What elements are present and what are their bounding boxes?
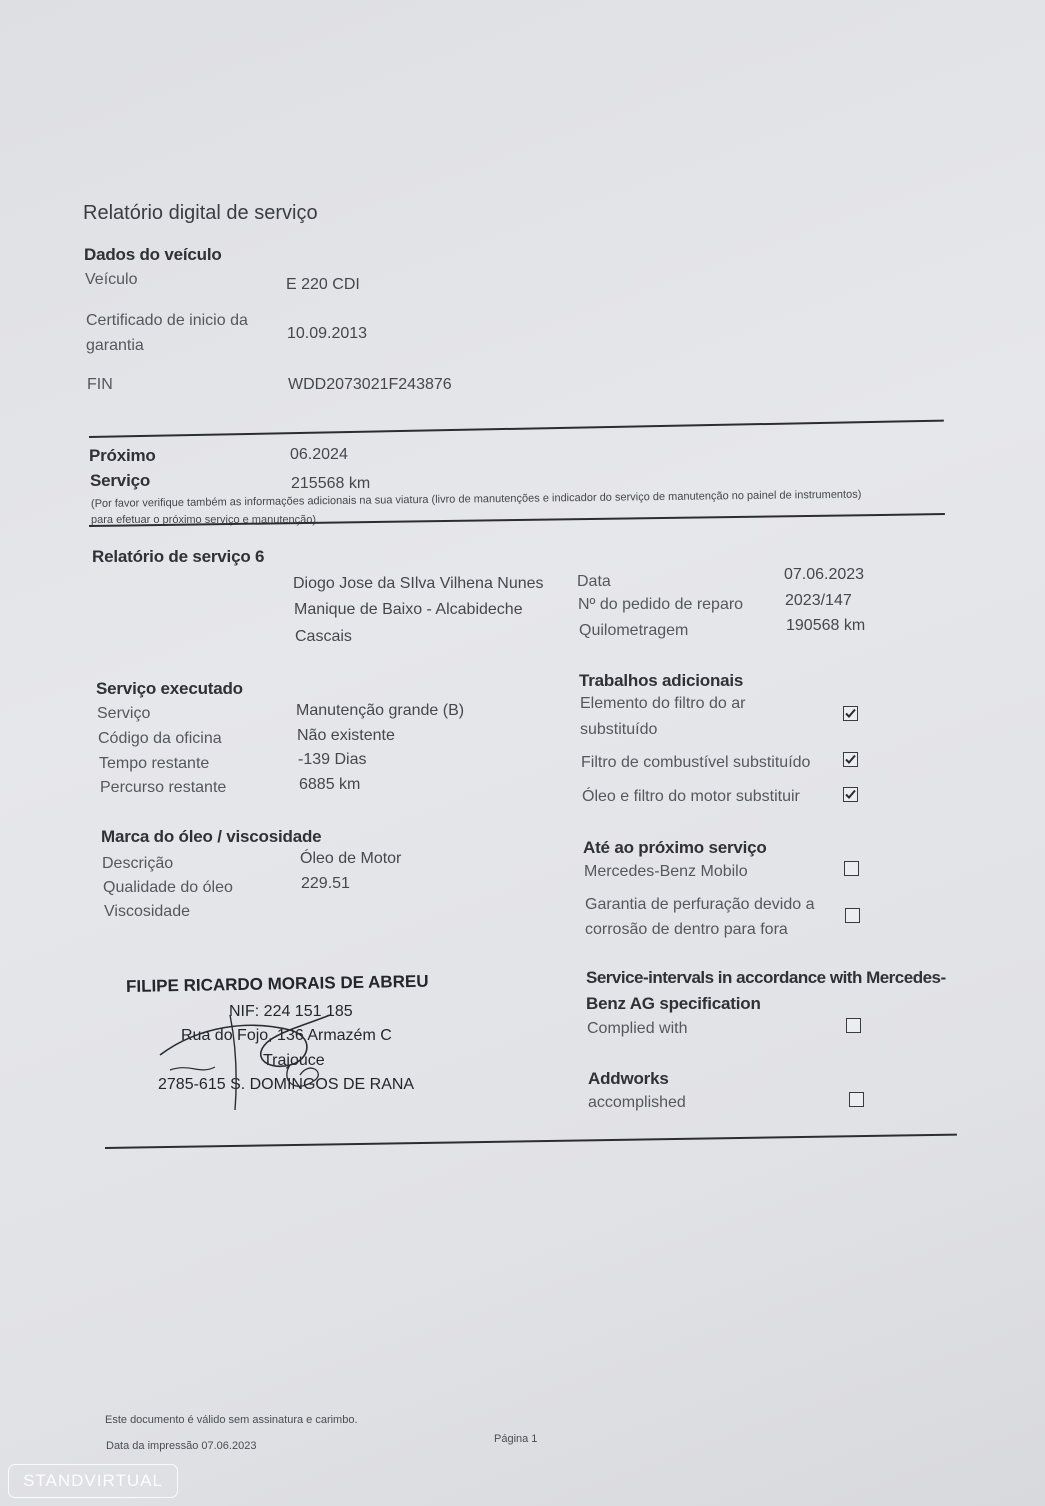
- accomplished-label: accomplished: [588, 1094, 686, 1111]
- complied-checkbox[interactable]: [846, 1018, 861, 1033]
- distance-remaining-value: 6885 km: [299, 776, 361, 793]
- stamp-street: Rua do Fojo, 136 Armazém C: [181, 1027, 392, 1044]
- date-value: 07.06.2023: [784, 566, 865, 583]
- next-service-note-2: para efetuar o próximo serviço e manutenção): [91, 514, 317, 526]
- stamp-company-name: FILIPE RICARDO MORAIS DE ABREU: [125, 971, 429, 996]
- stamp-postal: 2785-615 S. DOMINGOS DE RANA: [158, 1076, 415, 1093]
- time-remaining-value: -139 Dias: [298, 751, 367, 768]
- next-service-label: Próximo: [89, 446, 156, 465]
- addworks-heading: Addworks: [588, 1069, 669, 1088]
- service-label: Serviço: [97, 705, 151, 722]
- additional-item-label: Filtro de combustível substituído: [581, 754, 811, 771]
- customer-address: Manique de Baixo - Alcabideche: [294, 601, 523, 618]
- next-service-note: (Por favor verifique também as informações adicionais na sua viatura (livro de manutenções e indicador do serviço de manutenção no painel de instrumentos): [90, 488, 862, 510]
- oil-filter-checkbox[interactable]: [843, 787, 858, 802]
- warranty-value: 10.09.2013: [287, 325, 368, 342]
- vehicle-heading: Dados do veículo: [84, 245, 222, 264]
- workshop-code-value: Não existente: [297, 727, 395, 744]
- mobilo-label: Mercedes-Benz Mobilo: [584, 863, 748, 880]
- footer-validity: Este documento é válido sem assinatura e carimbo.: [105, 1414, 358, 1426]
- workshop-code-label: Código da oficina: [98, 730, 222, 747]
- page-number: Página 1: [494, 1433, 538, 1445]
- stamp-nif: NIF: 224 151 185: [229, 1003, 353, 1020]
- mileage-value: 190568 km: [786, 617, 866, 634]
- time-remaining-label: Tempo restante: [99, 755, 210, 772]
- service-value: Manutenção grande (B): [296, 702, 465, 719]
- next-service-km: 215568 km: [291, 475, 371, 492]
- oil-quality-label: Qualidade do óleo: [103, 879, 233, 896]
- check-icon: [844, 707, 857, 720]
- mobilo-checkbox[interactable]: [844, 861, 859, 876]
- complied-label: Complied with: [587, 1020, 688, 1037]
- divider: [89, 420, 944, 438]
- oil-description-label: Descrição: [102, 855, 174, 872]
- report-heading: Relatório de serviço 6: [92, 547, 265, 566]
- check-icon: [844, 753, 857, 766]
- accomplished-checkbox[interactable]: [849, 1092, 864, 1107]
- date-label: Data: [577, 573, 611, 590]
- stamp-locality: Trajouce: [263, 1052, 325, 1069]
- intervals-heading: Service-intervals in accordance with Mercedes-: [586, 968, 946, 987]
- oil-quality-value: 229.51: [301, 875, 350, 892]
- watermark-logo: STANDVIRTUAL: [8, 1464, 178, 1498]
- service-heading: Serviço executado: [96, 679, 243, 698]
- additional-item-label-2: substituído: [580, 721, 658, 738]
- distance-remaining-label: Percurso restante: [100, 779, 227, 796]
- document-title: Relatório digital de serviço: [83, 202, 318, 224]
- customer-name: Diogo Jose da SIlva Vilhena Nunes: [293, 575, 544, 592]
- signature-icon: [140, 985, 380, 1115]
- until-next-heading: Até ao próximo serviço: [583, 838, 767, 857]
- oil-heading: Marca do óleo / viscosidade: [101, 827, 322, 846]
- corrosion-label: Garantia de perfuração devido a: [585, 896, 815, 913]
- corrosion-label-2: corrosão de dentro para fora: [585, 921, 788, 938]
- additional-work-heading: Trabalhos adicionais: [579, 671, 744, 690]
- mileage-label: Quilometragem: [579, 622, 689, 639]
- fin-value: WDD2073021F243876: [288, 376, 452, 393]
- next-service-date: 06.2024: [290, 446, 348, 463]
- air-filter-checkbox[interactable]: [843, 706, 858, 721]
- fuel-filter-checkbox[interactable]: [843, 752, 858, 767]
- intervals-heading-2: Benz AG specification: [586, 994, 761, 1013]
- corrosion-checkbox[interactable]: [845, 908, 860, 923]
- warranty-label-2: garantia: [86, 337, 144, 354]
- additional-item-label: Elemento do filtro do ar: [580, 695, 746, 712]
- footer-print-date: Data da impressão 07.06.2023: [106, 1440, 257, 1452]
- order-value: 2023/147: [785, 592, 852, 609]
- viscosity-label: Viscosidade: [104, 903, 190, 920]
- additional-item-label: Óleo e filtro do motor substituir: [582, 788, 800, 805]
- next-service-label-2: Serviço: [90, 471, 151, 490]
- order-label: Nº do pedido de reparo: [578, 596, 744, 613]
- oil-description-value: Óleo de Motor: [300, 850, 402, 867]
- divider: [105, 1134, 957, 1149]
- vehicle-label: Veículo: [85, 271, 138, 288]
- check-icon: [844, 788, 857, 801]
- warranty-label: Certificado de inicio da: [86, 312, 248, 329]
- vehicle-value: E 220 CDI: [286, 276, 360, 293]
- customer-city: Cascais: [295, 628, 352, 645]
- fin-label: FIN: [87, 376, 113, 393]
